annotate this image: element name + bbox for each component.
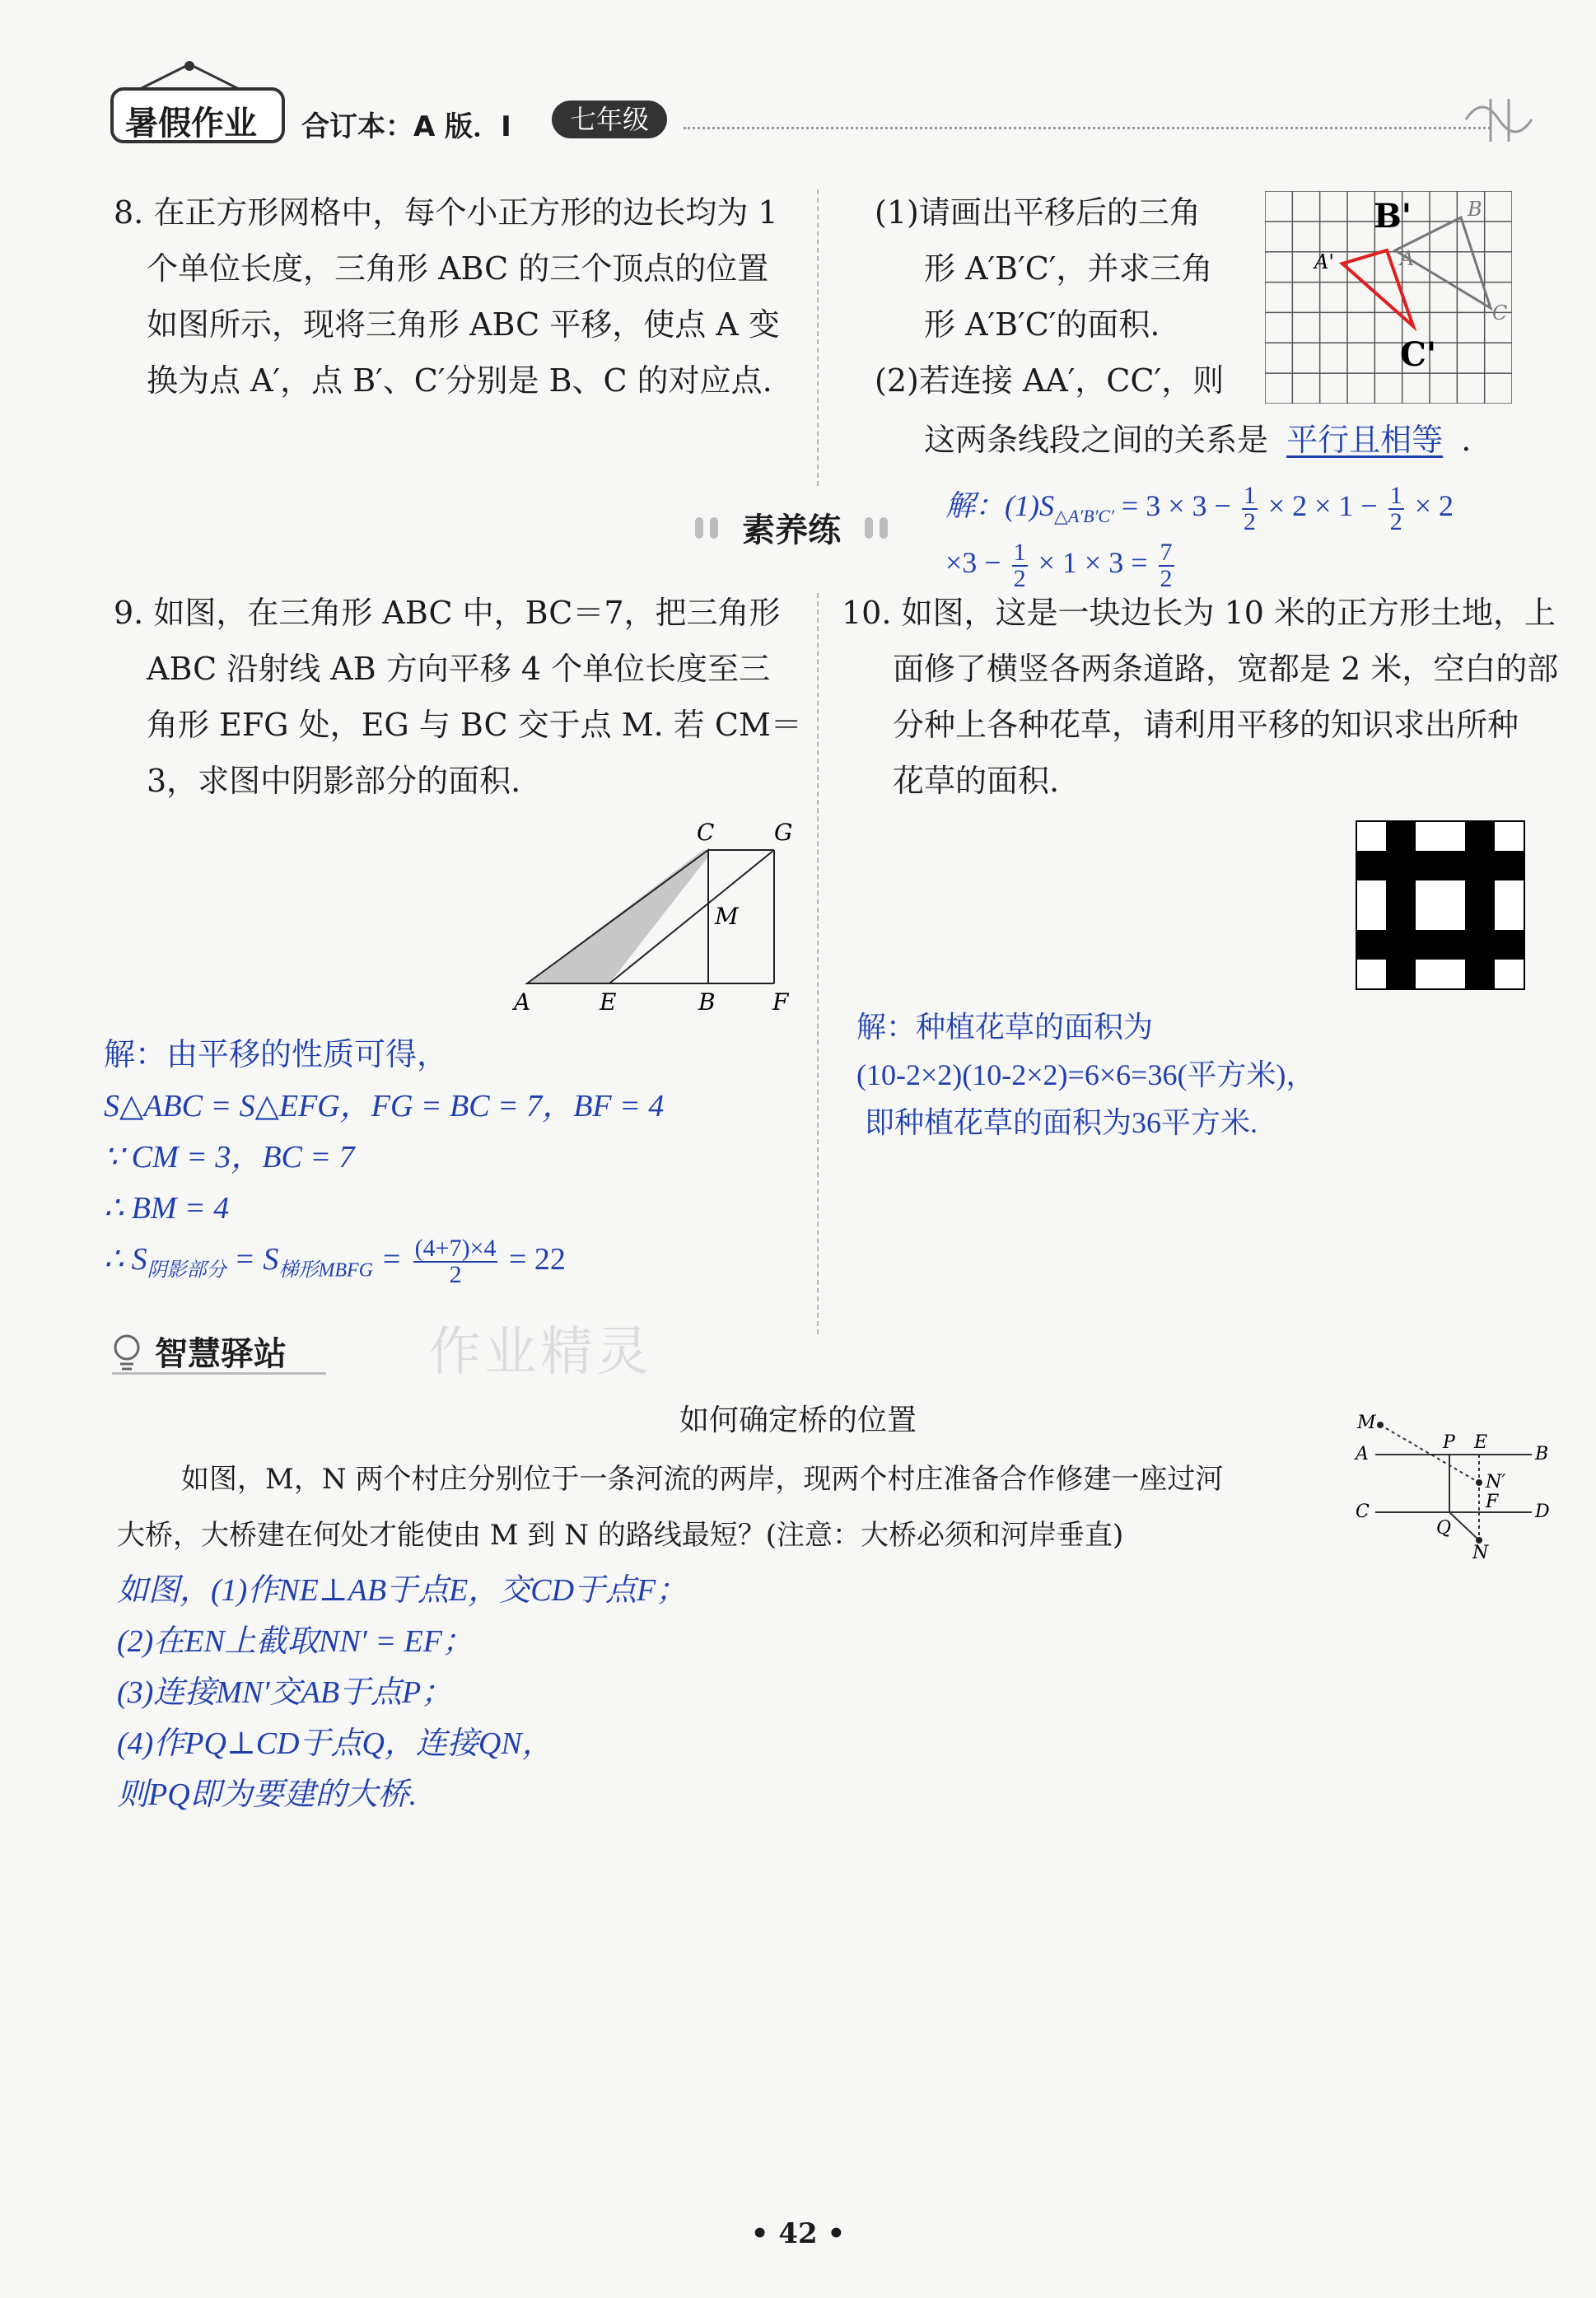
q9-answer-line: S△ABC = S△EFG，FG = BC = 7，BF = 4: [104, 1089, 665, 1123]
svg-text:D: D: [1535, 1502, 1550, 1522]
wisdom-answer-line: (3)连接MN′交AB于点P；: [117, 1675, 453, 1710]
label-f: F: [772, 988, 789, 1016]
q10-line: 分种上各种花草，请利用平移的知识求出所种: [893, 707, 1519, 743]
q9-line: 3，求图中阴影部分的面积.: [147, 763, 521, 799]
label-b: B: [1468, 198, 1482, 221]
svg-text:Q: Q: [1436, 1518, 1452, 1539]
q9-figure: [511, 815, 807, 1021]
q8-part1-line: 形 A′B′C′，并求三角: [924, 250, 1213, 287]
label-a-prime: A': [1314, 250, 1334, 273]
label-c: C: [697, 819, 715, 846]
fraction: $\frac{1}{2}$: [1013, 538, 1026, 592]
svg-text:P: P: [1443, 1432, 1455, 1453]
wisdom-line: 大桥，大桥建在何处才能使由 M 到 N 的路线最短？(注意：大桥必须和河岸垂直): [117, 1519, 1124, 1552]
edition-label: 合订本：A 版．Ⅰ: [301, 110, 511, 143]
column-divider-top: [817, 189, 819, 486]
wisdom-answer-line: (4)作PQ⊥CD于点Q，连接QN，: [117, 1726, 553, 1761]
q10-line: 花草的面积.: [893, 763, 1060, 799]
q9-line: 角形 EFG 处，EG 与 BC 交于点 M. 若 CM＝: [147, 707, 802, 743]
q10-figure: [1356, 820, 1525, 990]
svg-text:A: A: [1356, 1444, 1369, 1464]
q8-text: [114, 184, 805, 409]
q8-parts: [875, 184, 1262, 409]
q10-line: 10. 如图，这是一块边长为 10 米的正方形土地，上: [842, 595, 1556, 631]
q8-part2-prefix: 这两条线段之间的关系是: [924, 422, 1269, 458]
watermark: 作业精灵: [428, 1322, 652, 1383]
page-number: • 42 •: [750, 2217, 846, 2250]
q8-answer-line1: 解：$(1)S_{\triangle A'B'C'} = 3 \times 3$ − $\frac{1}{2}$ × 2 × 1 − $\frac{1}{2}$ × 2: [945, 481, 1454, 535]
q8-part2-answer-line: [924, 412, 1566, 469]
q8-line: 如图所示，现将三角形 ABC 平移，使点 A 变: [147, 306, 780, 343]
q9-answer-line: ∵ CM = 3，BC = 7: [104, 1140, 355, 1175]
svg-text:C: C: [1356, 1502, 1370, 1522]
pill-icon: [695, 517, 703, 539]
label-a: A: [514, 988, 531, 1016]
q9-answer-last: ∴ $S_{阴影部分} = S_{梯形MBFG}$ = $\frac{(4+7)\times 4}{2}$ = 22: [104, 1235, 566, 1289]
q9-answer: [104, 1030, 812, 1296]
q8-answer: [945, 483, 1571, 591]
wisdom-answer-line: 则PQ即为要建的大桥.: [117, 1777, 418, 1812]
label-c: C: [1492, 301, 1508, 325]
q9-line: ABC 沿射线 AB 方向平移 4 个单位长度至三: [147, 651, 771, 687]
q8-part1-line: 形 A′B′C′的面积.: [924, 306, 1160, 343]
wisdom-answer-line: 如图，(1)作NE⊥AB于点E，交CD于点F；: [117, 1573, 688, 1608]
q10-answer-line: 解：种植花草的面积为: [856, 1011, 1154, 1044]
header-rule: [684, 127, 1491, 129]
fraction: $\frac{1}{2}$: [1243, 481, 1256, 535]
q8-part1-line: (1)请画出平移后的三角: [875, 194, 1201, 231]
q9-answer-line: ∴ BM = 4: [104, 1191, 230, 1226]
wisdom-text: [117, 1451, 1352, 1563]
label-b-prime: B': [1374, 197, 1412, 236]
q8-part2-suffix: .: [1461, 422, 1472, 458]
label-b: B: [698, 988, 716, 1016]
q8-line: 8. 在正方形网格中，每个小正方形的边长均为 1: [114, 194, 778, 231]
q10-answer: [856, 1003, 1596, 1147]
q8-answer-line2: ×3 − $\frac{1}{2}$ × 1 × 3 = $\frac{7}{2}$: [945, 538, 1173, 592]
grade-badge: 七年级: [552, 100, 667, 138]
section-title-row: [692, 504, 891, 551]
q10-answer-line: 即种植花草的面积为36平方米.: [865, 1106, 1258, 1139]
q10-answer-line: (10-2×2)(10-2×2)=6×6=36(平方米)，: [856, 1058, 1316, 1091]
label-a: A: [1400, 247, 1415, 270]
q8-grid-figure: [1265, 191, 1512, 404]
section-title: 素养练: [742, 511, 842, 549]
column-divider-mid: [817, 593, 819, 1334]
fraction: $\frac{7}{2}$: [1160, 538, 1173, 592]
label-m: M: [715, 903, 739, 930]
svg-text:N′: N′: [1486, 1472, 1506, 1492]
pill-icon: [710, 517, 718, 539]
wisdom-answer: [117, 1565, 1188, 1820]
pill-icon: [880, 517, 888, 539]
bridge-figure: [1351, 1405, 1565, 1562]
svg-text:M: M: [1357, 1413, 1376, 1433]
logo-text: 暑假作业: [125, 105, 257, 142]
svg-text:E: E: [1474, 1432, 1488, 1453]
q10-line: 面修了横竖各两条道路，宽都是 2 米，空白的部: [893, 651, 1559, 687]
fraction: $\frac{1}{2}$: [1389, 481, 1402, 535]
lightbulb-icon: [112, 1333, 142, 1371]
svg-text:N: N: [1472, 1543, 1489, 1562]
label-e: E: [600, 988, 617, 1016]
pill-icon: [865, 517, 873, 539]
label-g: G: [774, 819, 793, 846]
q8-line: 个单位长度，三角形 ABC 的三个顶点的位置: [147, 250, 769, 287]
q9-answer-line: 解：由平移的性质可得，: [104, 1038, 449, 1072]
fraction: $\frac{(4+7)\times 4}{2}$: [414, 1235, 497, 1289]
q8-part2-answer: 平行且相等: [1286, 423, 1444, 458]
q8-line: 换为点 A′，点 B′、C′分别是 B、C 的对应点.: [147, 362, 772, 399]
svg-text:B: B: [1535, 1444, 1549, 1464]
header: [107, 58, 1540, 148]
svg-text:F: F: [1486, 1492, 1499, 1512]
wisdom-heading: [112, 1323, 359, 1380]
q10-text: [842, 585, 1566, 809]
wisdom-answer-line: (2)在EN上截取NN′ = EF；: [117, 1624, 474, 1659]
q9-text: [114, 585, 814, 809]
ornament-icon: [1458, 91, 1540, 148]
wisdom-line: 如图，M，N 两个村庄分别位于一条河流的两岸，现两个村庄准备合作修建一座过河: [181, 1463, 1224, 1496]
q8-part2-line: (2)若连接 AA′，CC′，则: [875, 362, 1225, 399]
label-c-prime: C': [1400, 335, 1437, 374]
wisdom-title: 智慧驿站: [155, 1335, 287, 1373]
wisdom-subtitle: 如何确定桥的位置: [679, 1404, 917, 1437]
q9-line: 9. 如图，在三角形 ABC 中，BC＝7，把三角形: [114, 595, 781, 631]
